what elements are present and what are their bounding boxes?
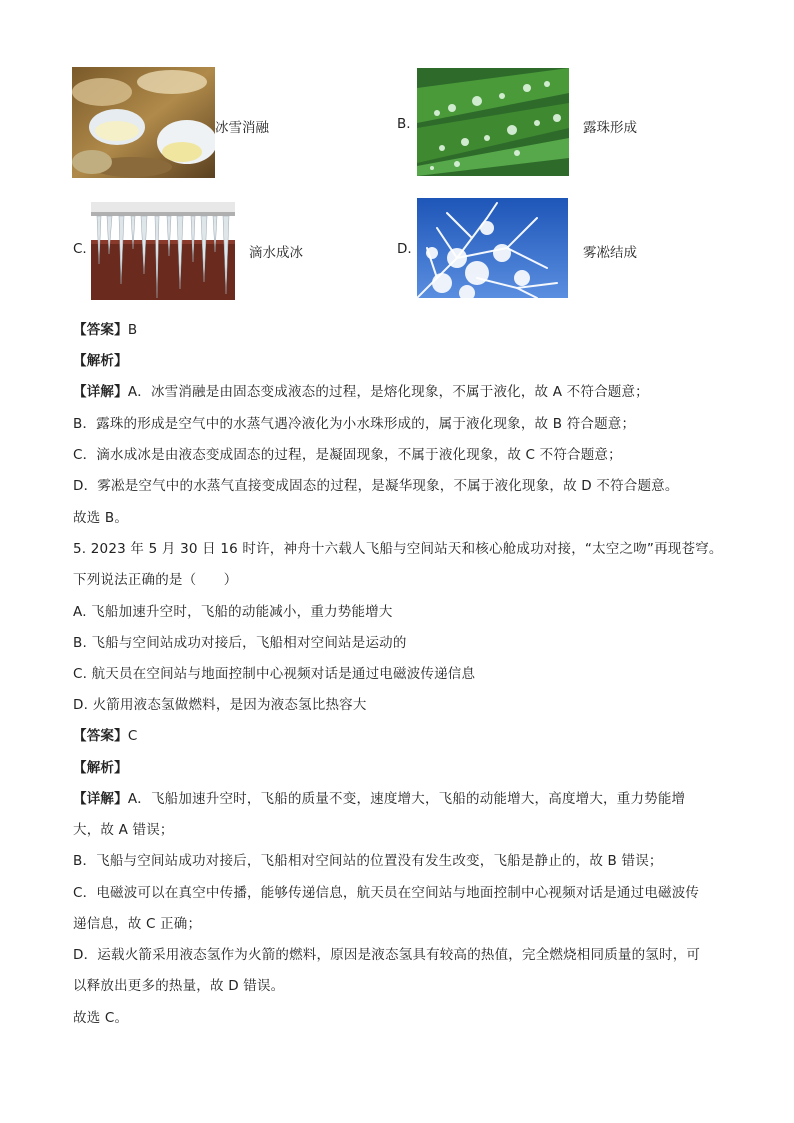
q4-line-a: A．冰雪消融是由固态变成液态的过程，是熔化现象，不属于液化，故 A 不符合题意； xyxy=(127,384,649,400)
q5-line-d2: 以释放出更多的热量，故 D 错误。 xyxy=(73,978,285,994)
q4-analysis-label: 【解析】 xyxy=(73,353,128,369)
q5-option-d: D. 火箭用液态氢做燃料，是因为液态氢比热容大 xyxy=(73,697,367,713)
q4-line-c: C．滴水成冰是由液态变成固态的过程，是凝固现象，不属于液化现象，故 C 不符合题意； xyxy=(73,447,622,463)
q5-line-c2: 递信息，故 C 正确； xyxy=(73,916,202,932)
q5-detail-label: 【详解】 xyxy=(73,791,128,807)
ice-melting-photo xyxy=(72,67,215,178)
option-c-caption: 滴水成冰 xyxy=(249,245,303,261)
q5-answer-value: C xyxy=(127,728,138,744)
option-a-caption: 冰雪消融 xyxy=(215,120,269,136)
q5-option-a: A. 飞船加速升空时，飞船的动能减小，重力势能增大 xyxy=(73,604,393,620)
q4-line-d: D．雾凇是空气中的水蒸气直接变成固态的过程，是凝华现象，不属于液化现象，故 D 不符合题意。 xyxy=(73,478,679,494)
q4-line-b: B．露珠的形成是空气中的水蒸气遇冷液化为小水珠形成的，属于液化现象，故 B 符合题意； xyxy=(73,416,636,432)
q5-answer xyxy=(73,724,137,744)
icicles-photo xyxy=(91,194,235,300)
q5-line-a2: 大，故 A 错误； xyxy=(73,822,174,838)
q4-detail-line xyxy=(73,380,649,400)
q4-conclusion: 故选 B。 xyxy=(73,510,129,526)
q5-stem-line2: 下列说法正确的是（ ） xyxy=(73,572,238,588)
q5-answer-label: 【答案】 xyxy=(73,728,128,744)
option-c-letter: C. xyxy=(73,241,87,257)
q5-line-d1: D．运载火箭采用液态氢作为火箭的燃料，原因是液态氢具有较高的热值，完全燃烧相同质量的氢时，可 xyxy=(73,947,701,963)
q5-option-c: C. 航天员在空间站与地面控制中心视频对话是通过电磁波传递信息 xyxy=(73,666,476,682)
q5-option-b: B. 飞船与空间站成功对接后，飞船相对空间站是运动的 xyxy=(73,635,407,651)
option-d-letter: D. xyxy=(397,241,412,257)
q5-analysis-label: 【解析】 xyxy=(73,760,128,776)
option-b-caption: 露珠形成 xyxy=(583,120,637,136)
option-b-letter: B. xyxy=(397,116,411,132)
q4-answer xyxy=(73,318,137,338)
q5-line-c1: C．电磁波可以在真空中传播，能够传递信息，航天员在空间站与地面控制中心视频对话是通过电磁波传 xyxy=(73,885,700,901)
q4-detail-label: 【详解】 xyxy=(73,384,128,400)
q5-line-b: B．飞船与空间站成功对接后，飞船相对空间站的位置没有发生改变，飞船是静止的，故 B 错误； xyxy=(73,853,663,869)
q5-stem-line1: 5. 2023 年 5 月 30 日 16 时许，神舟十六载人飞船与空间站天和核心舱成功对接，“太空之吻”再现苍穹。 xyxy=(73,541,723,557)
q5-line-a1: A．飞船加速升空时，飞船的质量不变，速度增大，飞船的动能增大，高度增大，重力势能增 xyxy=(127,791,686,807)
option-d-caption: 雾凇结成 xyxy=(583,245,637,261)
rime-frost-photo xyxy=(417,198,568,298)
q4-answer-value: B xyxy=(127,322,138,338)
dew-drops-photo xyxy=(417,68,569,176)
q5-conclusion: 故选 C。 xyxy=(73,1010,129,1026)
q4-answer-label: 【答案】 xyxy=(73,322,128,338)
q5-detail-line xyxy=(73,787,685,807)
